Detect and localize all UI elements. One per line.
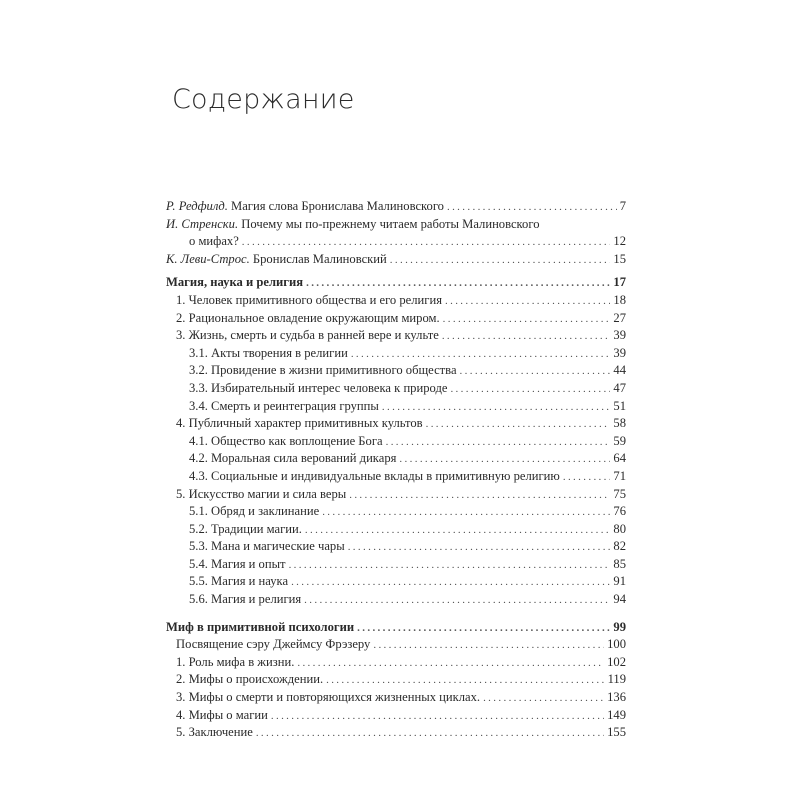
toc-entry[interactable] — [166, 521, 626, 539]
dot-leader — [351, 346, 611, 364]
toc-entry[interactable] — [166, 591, 626, 609]
toc-entry-page: 155 — [607, 725, 626, 740]
table-of-contents — [166, 198, 626, 742]
toc-entry-page: 100 — [607, 637, 626, 652]
toc-entry-label: 5.1. Обряд и заклинание — [189, 504, 320, 519]
toc-entry-page: 64 — [613, 451, 626, 466]
toc-entry-page: 149 — [607, 707, 626, 722]
toc-entry[interactable] — [166, 503, 626, 521]
dot-leader — [242, 234, 611, 252]
toc-entry[interactable] — [166, 724, 626, 742]
toc-entry-label: 5.3. Мана и магические чары — [189, 539, 345, 554]
toc-entry-label: 5.2. Традиции магии. — [189, 521, 302, 536]
toc-part-heading[interactable] — [166, 274, 626, 292]
toc-entry-page: 15 — [613, 251, 626, 266]
dot-leader — [305, 522, 610, 540]
toc-entry[interactable] — [166, 654, 626, 672]
toc-entry-label: Миф в примитивной психологии — [166, 619, 355, 634]
page-title: Содержание — [172, 84, 355, 115]
toc-entry-title: Бронислав Малиновский — [249, 251, 387, 266]
toc-entry-page: 17 — [613, 275, 626, 290]
dot-leader — [399, 451, 610, 469]
toc-entry-label: 5. Заключение — [176, 725, 253, 740]
dot-leader — [306, 275, 610, 293]
toc-entry-page: 39 — [613, 345, 626, 360]
toc-entry[interactable] — [166, 398, 626, 416]
toc-entry-page: 47 — [613, 380, 626, 395]
toc-entry-page: 7 — [619, 199, 626, 213]
dot-leader — [348, 539, 611, 557]
toc-entry[interactable] — [166, 538, 626, 556]
dot-leader — [460, 363, 611, 381]
toc-entry-page: 85 — [613, 556, 626, 571]
toc-entry-label: 3. Мифы о смерти и повторяющихся жизненных циклах. — [176, 690, 481, 705]
toc-entry-page: 99 — [613, 619, 626, 634]
dot-leader — [289, 557, 611, 575]
toc-entry[interactable] — [166, 415, 626, 433]
toc-entry-author: Р. Редфилд. — [166, 199, 228, 213]
toc-entry-label: 5.6. Магия и религия — [189, 592, 302, 607]
toc-entry-label — [166, 251, 387, 269]
toc-entry-page: 12 — [613, 234, 626, 249]
toc-entry-author: К. Леви-Строс. — [166, 251, 250, 266]
toc-entry-label: 5.4. Магия и опыт — [189, 556, 286, 571]
dot-leader — [390, 252, 611, 270]
toc-entry-label: 5. Искусство магии и сила веры — [176, 486, 347, 501]
dot-leader — [256, 725, 604, 743]
toc-entry-page: 75 — [613, 486, 626, 501]
dot-leader — [382, 399, 611, 417]
dot-leader — [326, 672, 604, 690]
toc-entry-label: 4. Мифы о магии — [176, 707, 268, 722]
toc-entry-label: 4.2. Моральная сила верований дикаря — [189, 451, 397, 466]
dot-leader — [291, 574, 610, 592]
spacer — [166, 609, 626, 619]
toc-entry-page: 76 — [613, 504, 626, 519]
toc-entry-label — [166, 216, 626, 234]
dot-leader — [447, 199, 617, 217]
toc-entry-label: 2. Мифы о происхождении. — [176, 672, 324, 687]
toc-entry-label: 3.3. Избирательный интерес человека к природе — [189, 380, 448, 395]
toc-entry-label: 2. Рациональное овладение окружающим миром. — [176, 310, 440, 325]
dot-leader — [373, 637, 604, 655]
toc-entry-label: 4. Публичный характер примитивных культов — [176, 416, 423, 431]
toc-entry[interactable] — [166, 292, 626, 310]
toc-entry-label: 3.1. Акты творения в религии — [189, 345, 348, 360]
dot-leader — [445, 293, 610, 311]
toc-entry-label: 3. Жизнь, смерть и судьба в ранней вере и культе — [176, 328, 439, 343]
toc-entry-label: Магия, наука и религия — [166, 275, 304, 290]
toc-entry[interactable] — [166, 573, 626, 591]
toc-entry-page: 39 — [613, 328, 626, 343]
dot-leader — [322, 504, 610, 522]
toc-entry-continuation — [166, 233, 626, 251]
toc-entry-page: 80 — [613, 521, 626, 536]
toc-entry[interactable] — [166, 433, 626, 451]
toc-entry-label: 1. Роль мифа в жизни. — [176, 654, 295, 669]
dot-leader — [563, 469, 611, 487]
toc-entry-page: 94 — [613, 592, 626, 607]
dot-leader — [271, 708, 604, 726]
toc-part1-entries — [166, 292, 626, 609]
toc-entry[interactable] — [166, 707, 626, 725]
toc-entry-page: 136 — [607, 690, 626, 705]
toc-entry-intro-strenski[interactable] — [166, 216, 626, 251]
toc-entry-page: 51 — [613, 398, 626, 413]
toc-entry-label: Посвящение сэру Джеймсу Фрэзеру — [176, 637, 371, 652]
toc-entry[interactable] — [166, 486, 626, 504]
toc-entry-page: 59 — [613, 433, 626, 448]
dot-leader — [426, 416, 611, 434]
toc-entry[interactable] — [166, 380, 626, 398]
toc-entry-label: 3.4. Смерть и реинтеграция группы — [189, 398, 379, 413]
toc-entry[interactable] — [166, 671, 626, 689]
dot-leader — [349, 487, 610, 505]
toc-entry[interactable] — [166, 468, 626, 486]
toc-entry-label — [166, 198, 444, 216]
toc-entry-page: 91 — [613, 574, 626, 589]
toc-entry-page: 27 — [613, 310, 626, 325]
toc-part2-entries — [166, 636, 626, 742]
toc-entry-page: 82 — [613, 539, 626, 554]
toc-entry-page: 58 — [613, 416, 626, 431]
dot-leader — [304, 592, 610, 610]
toc-entry-intro-levi-strauss[interactable] — [166, 251, 626, 269]
toc-entry[interactable] — [166, 310, 626, 328]
toc-entry-label: 5.5. Магия и наука — [189, 574, 289, 589]
dot-leader — [357, 620, 610, 638]
toc-entry[interactable] — [166, 362, 626, 380]
dot-leader — [442, 328, 611, 346]
toc-entry[interactable] — [166, 327, 626, 345]
toc-part-heading[interactable] — [166, 619, 626, 637]
toc-entry-page: 44 — [613, 363, 626, 378]
toc-entry-page: 102 — [607, 654, 626, 669]
toc-entry[interactable] — [166, 556, 626, 574]
toc-entry-label: 4.1. Общество как воплощение Бога — [189, 433, 383, 448]
toc-entry-title-continued: о мифах? — [189, 234, 239, 249]
dot-leader — [386, 434, 611, 452]
toc-entry-label: 1. Человек примитивного общества и его религия — [176, 292, 442, 307]
toc-entry[interactable] — [166, 345, 626, 363]
toc-entry[interactable] — [166, 689, 626, 707]
toc-entry-label: 3.2. Провидение в жизни примитивного общества — [189, 363, 457, 378]
toc-entry-title: Магия слова Бронислава Малиновского — [227, 199, 444, 213]
dot-leader — [443, 311, 611, 329]
dot-leader — [483, 690, 604, 708]
toc-entry-page: 71 — [613, 468, 626, 483]
toc-entry-page: 18 — [613, 292, 626, 307]
toc-entry-intro-redfield[interactable] — [166, 198, 626, 216]
toc-entry-page: 119 — [607, 672, 626, 687]
toc-entry[interactable] — [166, 450, 626, 468]
toc-entry-label: 4.3. Социальные и индивидуальные вклады в примитивную религию — [189, 468, 560, 483]
toc-entry[interactable] — [166, 636, 626, 654]
dot-leader — [297, 655, 604, 673]
dot-leader — [450, 381, 610, 399]
toc-entry-title: Почему мы по-прежнему читаем работы Малиновского — [238, 216, 540, 231]
toc-entry-author: И. Стренски. — [166, 216, 239, 231]
